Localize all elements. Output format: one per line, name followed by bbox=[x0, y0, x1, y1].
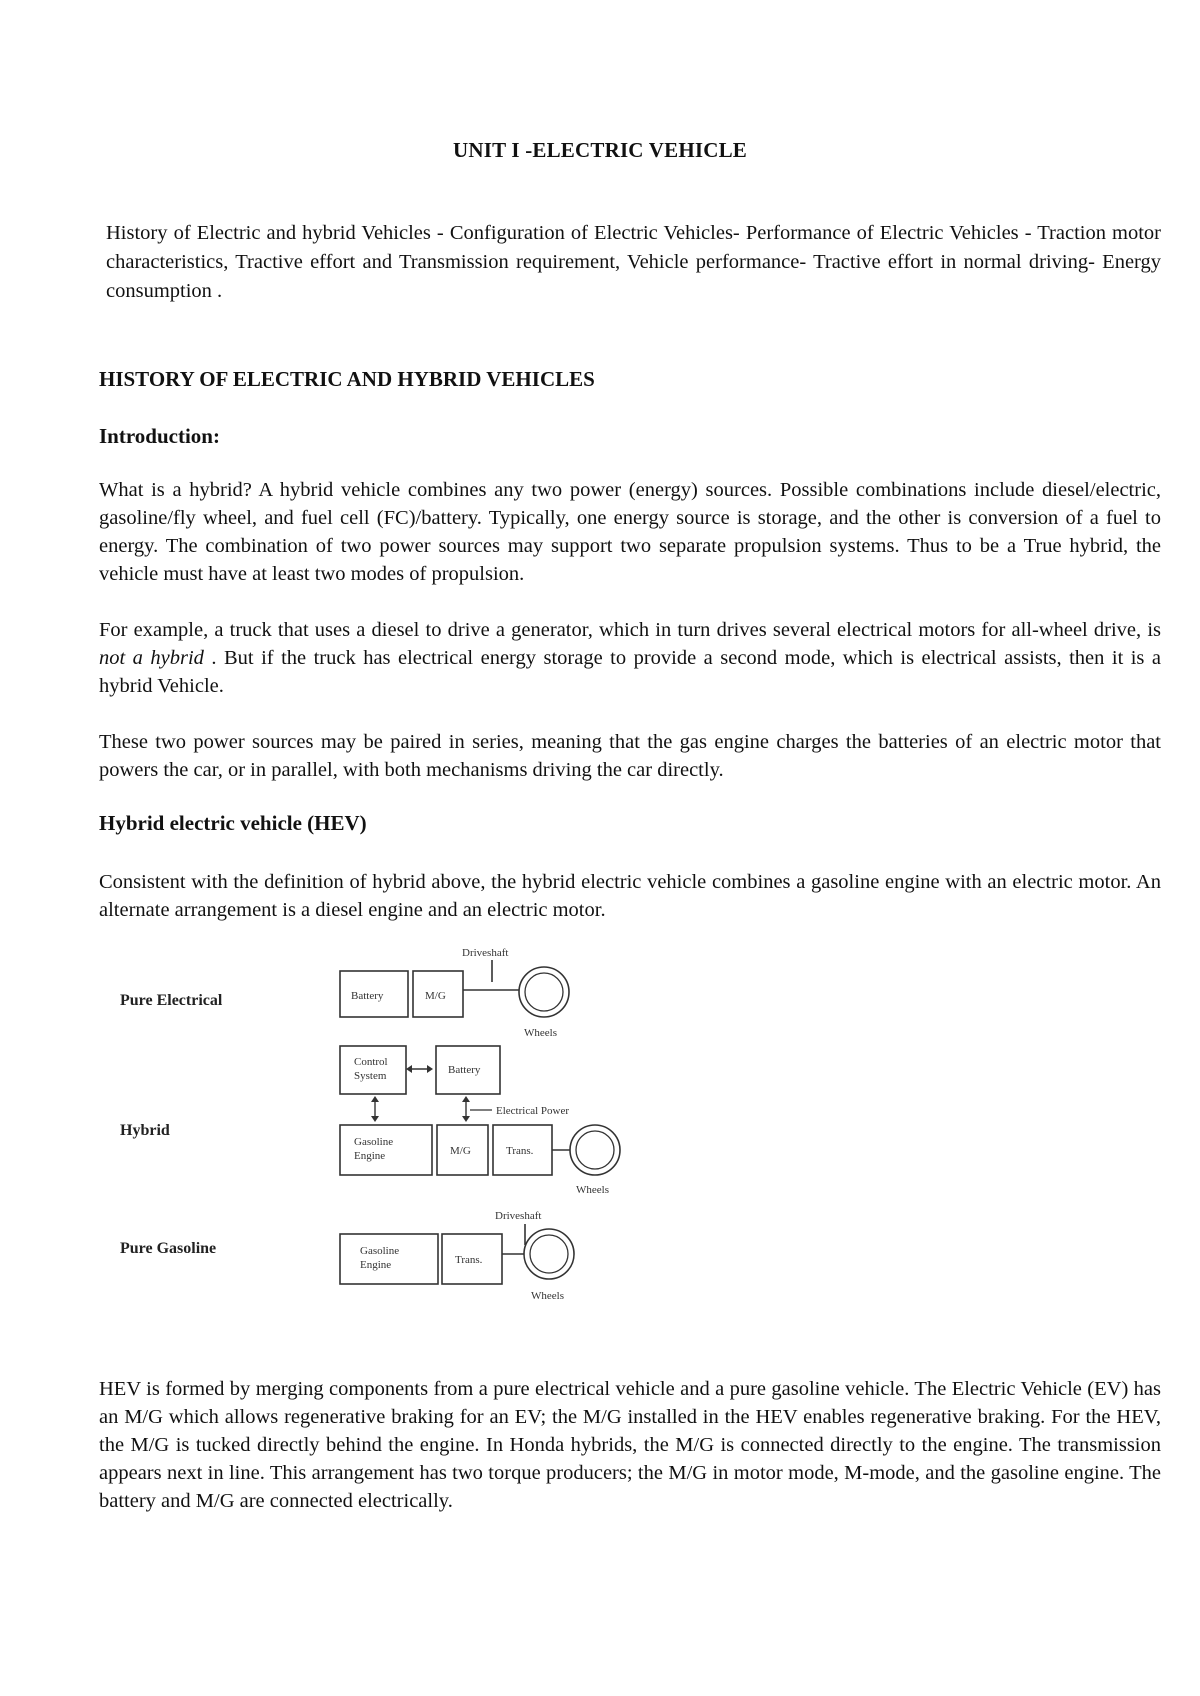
page-title: UNIT I -ELECTRIC VEHICLE bbox=[452, 138, 748, 162]
powertrain-diagram bbox=[100, 945, 660, 1340]
wheels-label: Wheels bbox=[524, 1027, 557, 1039]
gasoline-engine-label-line2: Engine bbox=[360, 1259, 392, 1271]
battery-label: Battery bbox=[351, 990, 384, 1002]
gasoline-wheels-label: Wheels bbox=[531, 1290, 564, 1302]
hybrid-wheels-label: Wheels bbox=[576, 1184, 609, 1196]
pure-gasoline-row bbox=[120, 1210, 574, 1302]
gasoline-engine-label-line1: Gasoline bbox=[360, 1245, 400, 1257]
paragraph-hev-definition: Consistent with the definition of hybrid above, the hybrid electric vehicle combines a gasoline engine with an electric motor. An alternate arrangement is a diesel engine and an electric motor. bbox=[99, 871, 1161, 921]
gasoline-trans-label: Trans. bbox=[455, 1254, 483, 1266]
hybrid-label: Hybrid bbox=[120, 1122, 170, 1139]
paragraph-truck-example bbox=[99, 616, 1161, 700]
para2-after: . But if the truck has electrical energy storage to provide a second mode, which is electrical assists, then it is a hybrid Vehicle. bbox=[99, 647, 1161, 697]
driveshaft-label: Driveshaft bbox=[462, 947, 509, 959]
hybrid-row bbox=[120, 1046, 620, 1196]
electrical-power-label: Electrical Power bbox=[496, 1105, 569, 1117]
hybrid-battery-label: Battery bbox=[448, 1064, 481, 1076]
hev-heading: Hybrid electric vehicle (HEV) bbox=[99, 811, 367, 835]
gasoline-driveshaft-label: Driveshaft bbox=[495, 1210, 542, 1222]
para2-before: For example, a truck that uses a diesel to drive a generator, which in turn drives several electrical motors for all-wheel drive, is bbox=[99, 619, 1161, 641]
mg-label: M/G bbox=[425, 990, 446, 1002]
introduction-heading: Introduction: bbox=[99, 424, 220, 448]
paragraph-hybrid-definition: What is a hybrid? A hybrid vehicle combines any two power (energy) sources. Possible combinations include diesel/electric, gasoline/fly wheel, and fuel cell (FC)/battery. Typically, one energy source is storage, and the other is conversion of a fuel to energy. The combination of two power sources may support two separate propulsion systems. Thus to be a True hybrid, the vehicle must have at least two modes of propulsion. bbox=[99, 479, 1161, 585]
control-system-label-line1: Control bbox=[354, 1056, 388, 1068]
hybrid-engine-label-line1: Gasoline bbox=[354, 1136, 394, 1148]
control-system-label-line2: System bbox=[354, 1070, 387, 1082]
section-heading-history: HISTORY OF ELECTRIC AND HYBRID VEHICLES bbox=[99, 367, 595, 391]
para2-emphasis: not a hybrid bbox=[99, 647, 204, 669]
hybrid-engine-label-line2: Engine bbox=[354, 1150, 386, 1162]
gasoline-wheel-icon bbox=[524, 1229, 574, 1279]
hybrid-trans-label: Trans. bbox=[506, 1145, 534, 1157]
pure-gasoline-label: Pure Gasoline bbox=[120, 1240, 217, 1257]
wheel-icon bbox=[519, 967, 569, 1017]
hybrid-wheel-icon bbox=[570, 1125, 620, 1175]
syllabus-text: History of Electric and hybrid Vehicles - Configuration of Electric Vehicles- Performance of Electric Vehicles - Traction motor characteristics, Tractive effort and Transmission requirement, Vehicle performance- Tractive effort in normal driving- Energy consumption . bbox=[106, 222, 1161, 302]
pure-electrical-row bbox=[120, 947, 569, 1039]
paragraph-series-parallel: These two power sources may be paired in series, meaning that the gas engine charges the batteries of an electric motor that powers the car, or in parallel, with both mechanisms driving the car directly. bbox=[99, 731, 1161, 781]
hybrid-mg-label: M/G bbox=[450, 1145, 471, 1157]
paragraph-hev-formation: HEV is formed by merging components from a pure electrical vehicle and a pure gasoline vehicle. The Electric Vehicle (EV) has an M/G which allows regenerative braking for an EV; the M/G installed in the HEV enables regenerative braking. For the HEV, the M/G is tucked directly behind the engine. In Honda hybrids, the M/G is connected directly to the engine. The transmission appears next in line. This arrangement has two torque producers; the M/G in motor mode, M-mode, and the gasoline engine. The battery and M/G are connected electrically. bbox=[99, 1378, 1161, 1512]
pure-electrical-label: Pure Electrical bbox=[120, 992, 223, 1009]
